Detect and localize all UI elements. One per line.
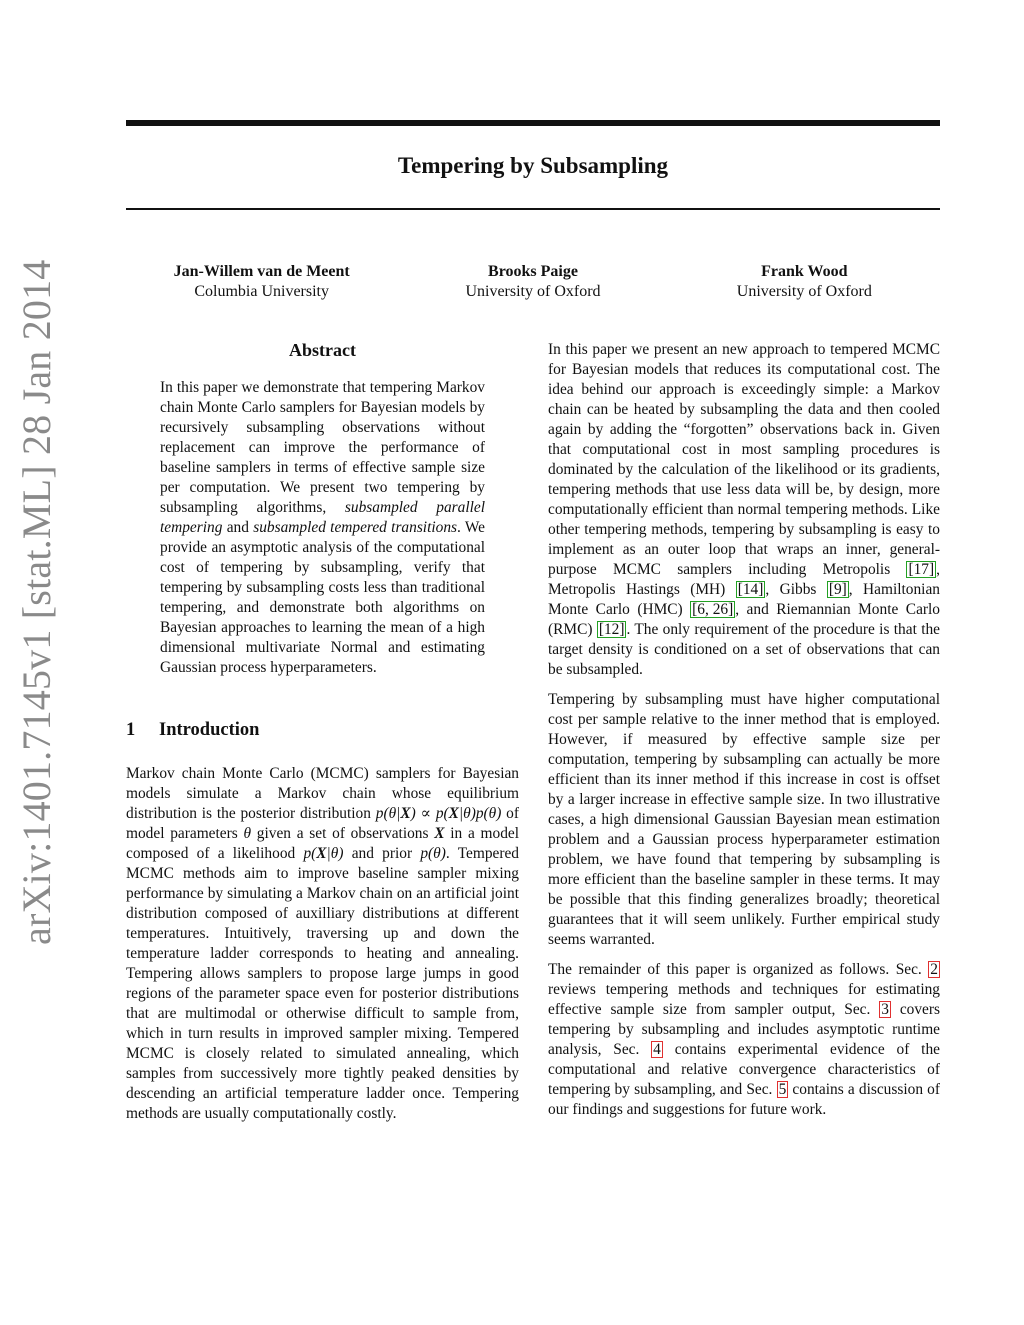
abstract-heading: Abstract	[289, 340, 356, 360]
author-name: Frank Wood	[761, 263, 848, 280]
section-reference-link[interactable]: 3	[881, 1001, 889, 1018]
right-column	[548, 340, 940, 1130]
author-affiliation: University of Oxford	[736, 283, 872, 300]
author-2	[397, 262, 668, 302]
section-reference-link[interactable]: 2	[930, 961, 938, 978]
citation-link[interactable]: [17]	[908, 561, 935, 578]
author-3	[669, 262, 940, 302]
arxiv-identifier-stamp: arXiv:1401.7145v1 [stat.ML] 28 Jan 2014	[14, 259, 59, 945]
section-number: 1	[126, 720, 136, 740]
left-column	[126, 338, 519, 1134]
algorithm-name-emphasis: subsampled tempered transitions	[253, 519, 458, 536]
author-affiliation: Columbia University	[194, 283, 329, 300]
section-reference-link[interactable]: 4	[653, 1041, 661, 1058]
author-block	[126, 262, 940, 302]
intro-paragraph-1: Markov chain Monte Carlo (MCMC) samplers for Bayesian models simulate a Markov chain whose equilibrium distribution is the posterior distribution p(θ|X) ∝ p(X|θ)p(θ) of model parameters θ given a set of observations X in a model composed of a likelihood p(X|θ) and prior p(θ). Tempered MCMC methods aim to improve baseline sampler mixing performance by simulating a Markov chain on an artificial joint distribution composed of auxilliary distributions at different temperatures. Intuitively, traversing up and down the temperature ladder corresponds to heating and annealing. Tempering allows samplers to propose large jumps in good regions of the parameter space even for posterior distributions that are multimodal or otherwise difficult to sample from, which in turn results in improved sampler mixing. Tempered MCMC is closely related to simulated annealing, which samples from successively more tightly peaked densities by descending an artificial temperature ladder once. Tempering methods are usually computationally costly.	[126, 765, 519, 1122]
intro-paragraph-3: Tempering by subsampling must have higher computational cost per sample relative to the inner method that is employed. However, if measured by effective sample size per computation, tempering by subsampling can actually be more efficient than its inner method if this increase in cost is offset by a larger increase in effective sample size. In two illustrative cases, a high dimensional Gaussian Bayesian mean estimation problem and a Gaussian process hyperparameter estimation problem, we have found that tempering by subsampling is more efficient than the baseline sampler in these terms. It may be possible that this finding generalizes broadly; theoretical guarantees that it will seem unlikely. Further empirical study seems warranted.	[548, 691, 940, 948]
author-name: Brooks Paige	[488, 263, 578, 280]
title-rule-top	[126, 120, 940, 126]
citation-link[interactable]: [14]	[737, 581, 764, 598]
citation-link[interactable]: [6, 26]	[692, 601, 734, 618]
abstract-text: In this paper we demonstrate that tempering Markov chain Monte Carlo samplers for Bayesian models by recursively subsampling observations without replacement can improve the performance of baseline samplers in terms of effective sample size per computation. We present two tempering by subsampling algorithms, subsampled parallel tempering and subsampled tempered transitions. We provide an asymptotic analysis of the computational cost of tempering by subsampling, verify that tempering by subsampling costs less than traditional tempering, and demonstrate both algorithms on Bayesian approaches to learning the mean of a high dimensional multivariate Normal and estimating Gaussian process hyperparameters.	[160, 379, 486, 676]
intro-paragraph-4: The remainder of this paper is organized as follows. Sec. 2 reviews tempering methods and techniques for estimating effective sample size from sampler output, Sec. 3 covers tempering by subsampling and includes asymptotic runtime analysis, Sec. 4 contains experimental evidence of the computational and relative convergence characteristics of tempering by subsampling, and Sec. 5 contains a discussion of our findings and suggestions for future work.	[548, 961, 941, 1118]
intro-paragraph-2: In this paper we present an new approach to tempered MCMC for Bayesian models that reduces its computational cost. The idea behind our approach is exceedingly simple: a Markov chain can be heated by subsampling the data and then cooled again by adding the “forgotten” observations back in. Given that computational cost in most sampling procedures is dominated by the calculation of the likelihood or its gradients, tempering methods that use less data will be, by design, more computationally efficient than normal tempering methods. Like other tempering methods, tempering by subsampling is easy to implement as an outer loop that wraps an inner, general-purpose MCMC samplers including Metropolis [17] , Metropolis Hastings (MH) [14] , Gibbs [9] , Hamiltonian Monte Carlo (HMC) [6, 26] , and Riemannian Monte Carlo (RMC) [12] . The only requirement of the procedure is that the target density is conditioned on a set of observations that can be subsampled.	[548, 341, 940, 678]
section-title: Introduction	[159, 720, 260, 740]
algorithm-name-emphasis: subsampled parallel tempering	[160, 499, 485, 536]
author-name: Jan-Willem van de Meent	[173, 263, 350, 280]
citation-link[interactable]: [9]	[828, 581, 847, 598]
citation-link[interactable]: [12]	[598, 621, 625, 638]
author-1	[126, 262, 397, 302]
section-reference-link[interactable]: 5	[778, 1081, 787, 1098]
section-heading-introduction	[126, 718, 519, 742]
title-rule-bottom	[126, 208, 940, 210]
author-affiliation: University of Oxford	[465, 283, 601, 300]
paper-title: Tempering by Subsampling	[397, 153, 669, 178]
